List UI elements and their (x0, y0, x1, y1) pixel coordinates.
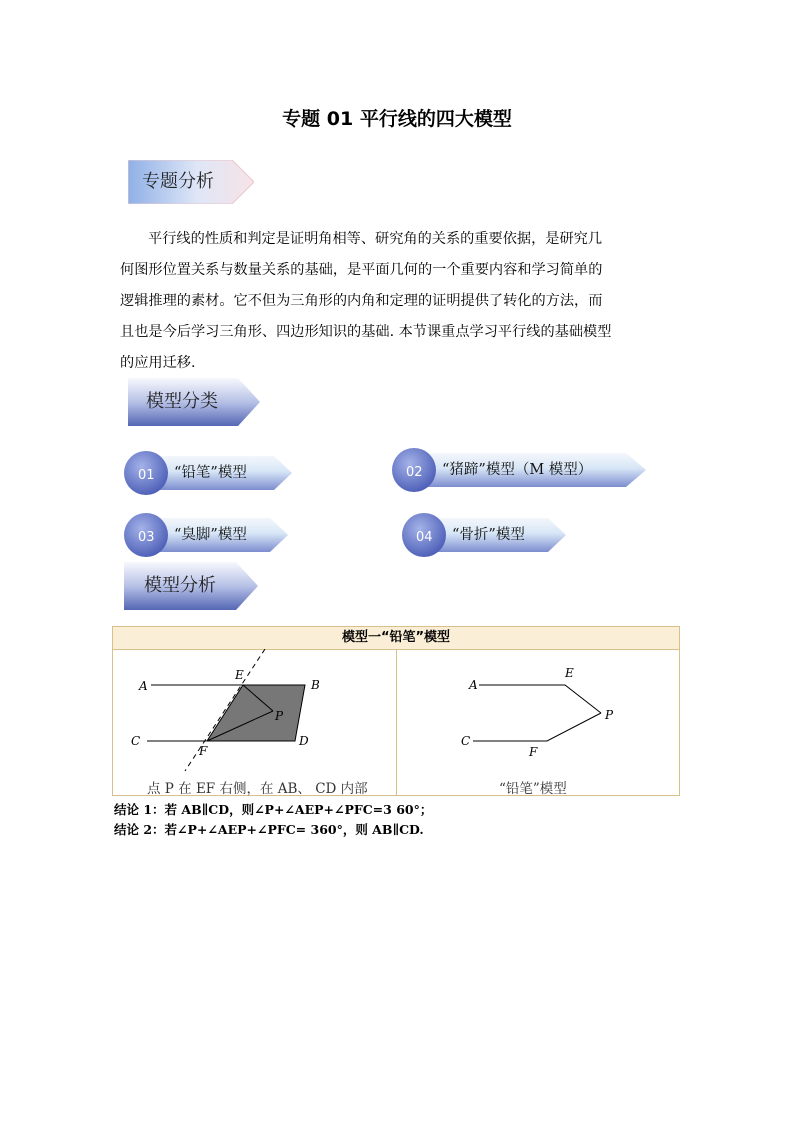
paragraph-line: 逻辑推理的素材。它不但为三角形的内角和定理的证明提供了转化的方法，而 (120, 293, 603, 309)
section-banner-classification (128, 378, 260, 426)
model-table (112, 626, 680, 796)
right-figure (397, 649, 679, 775)
model-table-header: 模型一“铅笔”模型 (113, 627, 679, 650)
point-label: A (469, 678, 478, 692)
model-label: “臭脚”模型 (174, 527, 247, 543)
model-pill-04 (400, 512, 568, 558)
model-label: “铅笔”模型 (174, 465, 247, 481)
point-label: E (565, 666, 574, 680)
point-label: F (529, 745, 538, 759)
right-caption: “铅笔”模型 (499, 781, 567, 797)
paragraph-line: 的应用迁移. (120, 355, 196, 371)
point-label: B (311, 678, 320, 692)
paragraph-line: 平行线的性质和判定是证明角相等、研究角的关系的重要依据，是研究几 (148, 231, 603, 247)
page-title: 专题 01 平行线的四大模型 (282, 108, 512, 130)
model-pill-02 (390, 447, 648, 493)
model-pill-01 (122, 450, 294, 496)
section-banner-analysis (128, 160, 254, 204)
section-label: 模型分类 (146, 391, 218, 412)
point-label: D (299, 734, 309, 748)
point-label: P (275, 709, 284, 723)
model-number: 04 (416, 530, 433, 545)
left-figure (113, 649, 396, 775)
section-banner-model-analysis (124, 562, 258, 610)
paragraph-line: 且也是今后学习三角形、四边形知识的基础. 本节课重点学习平行线的基础模型 (120, 324, 612, 340)
intro-paragraph (120, 224, 682, 379)
section-label: 模型分析 (144, 575, 216, 596)
model-number: 03 (138, 530, 155, 545)
model-number: 02 (406, 465, 423, 480)
model-pill-03 (122, 512, 290, 558)
model-number: 01 (138, 468, 155, 483)
upper-pencil-line (479, 685, 601, 713)
conclusion-2: 结论 2：若∠P+∠AEP+∠PFC= 360°，则 AB∥CD. (114, 822, 424, 837)
model-label: “猪蹄”模型（M 模型） (442, 462, 593, 478)
point-label: A (139, 679, 148, 693)
point-label: C (461, 734, 471, 748)
model-label: “骨折”模型 (452, 527, 525, 543)
shaded-region (207, 685, 305, 741)
left-caption: 点 P 在 EF 右侧，在 AB、 CD 内部 (147, 781, 368, 797)
lower-pencil-line (473, 713, 601, 741)
point-label: P (605, 708, 614, 722)
section-label: 专题分析 (142, 171, 214, 192)
point-label: F (199, 744, 208, 758)
paragraph-line: 何图形位置关系与数量关系的基础，是平面几何的一个重要内容和学习简单的 (120, 262, 603, 278)
point-label: C (131, 734, 141, 748)
conclusion-1: 结论 1：若 AB∥CD，则∠P+∠AEP+∠PFC=3 60°； (114, 802, 433, 817)
point-label: E (235, 668, 244, 682)
